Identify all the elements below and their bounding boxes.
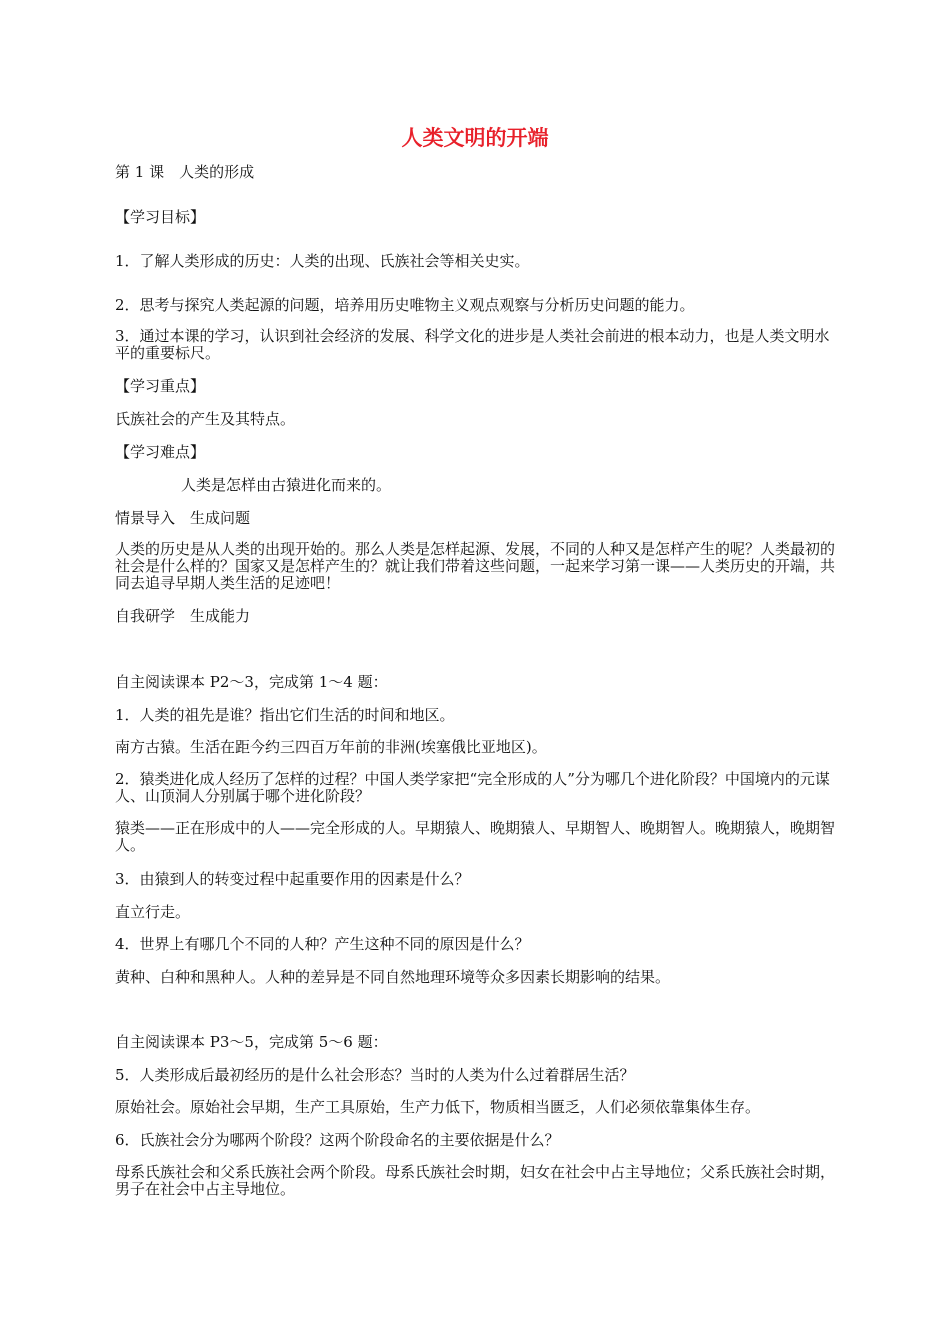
question-1: 1．人类的祖先是谁？指出它们生活的时间和地区。 [115,706,455,724]
self-study-header: 自我研学 生成能力 [115,607,251,625]
intro-text: 人类的历史是从人类的出现开始的。那么人类是怎样起源、发展，不同的人种又是怎样产生的呢？人类最初的社会是什么样的？国家又是怎样产生的？就让我们带着这些问题，一起来学习第一课——人类历史的开端，共同去追寻早期人类生活的足迹吧！ [115,540,836,592]
objectives-header: 【学习目标】 [115,208,206,226]
answer-6: 母系氏族社会和父系氏族社会两个阶段。母系氏族社会时期，妇女在社会中占主导地位；父系氏族社会时期，男子在社会中占主导地位。 [115,1163,836,1198]
difficulty-header: 【学习难点】 [115,443,206,461]
answer-4: 黄种、白种和黑种人。人种的差异是不同自然地理环境等众多因素长期影响的结果。 [115,968,671,986]
lesson-heading: 第 1 课 人类的形成 [115,163,255,181]
question-5: 5．人类形成后最初经历的是什么社会形态？当时的人类为什么过着群居生活？ [115,1066,635,1084]
intro-header: 情景导入 生成问题 [115,509,251,527]
question-4: 4．世界上有哪几个不同的人种？产生这种不同的原因是什么？ [115,935,530,953]
question-3: 3．由猿到人的转变过程中起重要作用的因素是什么？ [115,870,470,888]
reading-instruction-2: 自主阅读课本 P3～5，完成第 5～6 题： [115,1033,388,1051]
key-text: 氏族社会的产生及其特点。 [115,410,296,428]
document-title: 人类文明的开端 [401,126,549,150]
reading-instruction-1: 自主阅读课本 P2～3，完成第 1～4 题： [115,673,388,691]
objective-3: 3．通过本课的学习，认识到社会经济的发展、科学文化的进步是人类社会前进的根本动力，也是人类文明水平的重要标尺。 [115,327,830,362]
answer-5: 原始社会。原始社会早期，生产工具原始，生产力低下，物质相当匮乏，人们必须依靠集体生存。 [115,1098,761,1116]
question-2: 2．猿类进化成人经历了怎样的过程？中国人类学家把“完全形成的人”分为哪几个进化阶段？中国境内的元谋人、山顶洞人分别属于哪个进化阶段？ [115,770,830,805]
objective-1: 1．了解人类形成的历史：人类的出现、氏族社会等相关史实。 [115,252,530,270]
objective-2: 2．思考与探究人类起源的问题，培养用历史唯物主义观点观察与分析历史问题的能力。 [115,296,695,314]
key-header: 【学习重点】 [115,377,206,395]
difficulty-text: 人类是怎样由古猿进化而来的。 [181,476,392,494]
answer-2: 猿类——正在形成中的人——完全形成的人。早期猿人、晚期猿人、早期智人、晚期智人。晚期猿人，晚期智人。 [115,819,836,854]
answer-1: 南方古猿。生活在距今约三四百万年前的非洲(埃塞俄比亚地区)。 [115,738,547,756]
answer-3: 直立行走。 [115,903,191,921]
question-6: 6．氏族社会分为哪两个阶段？这两个阶段命名的主要依据是什么？ [115,1131,560,1149]
